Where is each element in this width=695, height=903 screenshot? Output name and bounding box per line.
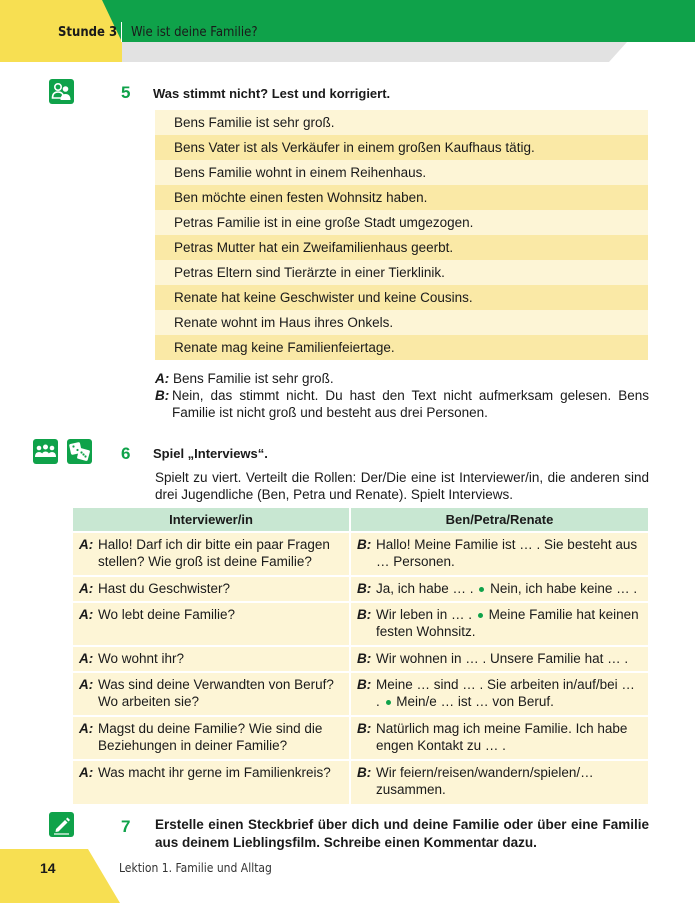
statement-6: Petras Mutter hat ein Zweifamilienhaus geerbt. (155, 235, 648, 260)
answer-option-2: Nein, ich habe keine … . (490, 581, 638, 596)
column-header-respondents: Ben/Petra/Renate (350, 508, 648, 532)
table-row (73, 760, 648, 804)
footer-lesson-title: Lektion 1. Familie und Alltag (119, 861, 272, 875)
bullet-dot (479, 587, 484, 592)
pencil-icon (49, 812, 74, 837)
bullet-dot (386, 700, 391, 705)
statement-3: Bens Familie wohnt in einem Reihenhaus. (155, 160, 648, 185)
answer-option-2: Meine Familie hat keinen festen Wohnsitz. (376, 607, 639, 639)
speaker-a-label: A: (79, 581, 94, 596)
lesson-title: Wie ist deine Familie? (131, 25, 258, 40)
exercise-6-number: 6 (121, 444, 131, 463)
exercise-6-title: Spiel „Interviews“. (153, 446, 268, 461)
question-text: Hallo! Darf ich dir bitte ein paar Fragen stellen? Wie groß ist deine Familie? (98, 537, 330, 569)
question-text: Magst du deine Familie? Wie sind die Beziehungen in deiner Familie? (98, 721, 323, 753)
example-a-text: Bens Familie ist sehr groß. (173, 371, 334, 386)
answer-text: Natürlich mag ich meine Familie. Ich habe engen Kontakt zu … . (376, 721, 628, 753)
bullet-dot (478, 613, 483, 618)
example-line-b (155, 387, 649, 421)
column-header-interviewer: Interviewer/in (73, 508, 350, 532)
exercise-7-number: 7 (121, 817, 131, 836)
answer-option-1: Wir leben in … . (376, 607, 473, 622)
example-dialogue (155, 370, 655, 421)
speaker-a-label: A: (79, 721, 94, 736)
table-row (73, 532, 648, 576)
table-row (73, 576, 648, 602)
table-header-row (73, 508, 648, 532)
exercise-5-number: 5 (121, 83, 131, 102)
speaker-b-label: B: (357, 677, 372, 692)
speaker-a-label: A: (79, 537, 94, 552)
statement-8: Renate hat keine Geschwister und keine Cousins. (155, 285, 648, 310)
page-number: 14 (40, 860, 56, 876)
dice-icon (67, 439, 92, 464)
footer-yellow-block (0, 849, 120, 903)
exercise-7-text: Erstelle einen Steckbrief über dich und deine Familie oder über eine Familie aus deinem Lieblingsfilm. Schreibe einen Kommentar dazu. (155, 817, 649, 850)
statement-4: Ben möchte einen festen Wohnsitz haben. (155, 185, 648, 210)
statement-2: Bens Vater ist als Verkäufer in einem großen Kaufhaus tätig. (155, 135, 648, 160)
speaker-b-label: B: (357, 537, 372, 552)
speaker-b-label: B: (357, 765, 372, 780)
header-grey-strip (122, 42, 627, 62)
header-separator (121, 22, 122, 42)
statement-7: Petras Eltern sind Tierärzte in einer Tierklinik. (155, 260, 648, 285)
speaker-b-label: B: (357, 581, 372, 596)
answer-text: Hallo! Meine Familie ist … . Sie besteht aus … Personen. (376, 537, 638, 569)
group-work-icon (33, 439, 58, 464)
statement-9: Renate wohnt im Haus ihres Onkels. (155, 310, 648, 335)
statement-1: Bens Familie ist sehr groß. (155, 110, 648, 135)
speaker-b-label: B: (357, 721, 372, 736)
speaker-a-label: A: (79, 765, 94, 780)
question-text: Was sind deine Verwandten von Beruf? Wo arbeiten sie? (98, 677, 334, 709)
pair-work-icon (49, 79, 74, 104)
question-text: Wo lebt deine Familie? (98, 607, 236, 622)
interview-table (73, 508, 648, 804)
question-text: Was macht ihr gerne im Familienkreis? (98, 765, 331, 780)
speaker-a-label: A: (79, 677, 94, 692)
answer-option-1: Ja, ich habe … . (376, 581, 474, 596)
table-row (73, 716, 648, 760)
speaker-b-label: B: (357, 651, 372, 666)
exercise-6-instructions: Spielt zu viert. Verteilt die Rollen: Der/Die eine ist Interviewer/in, die anderen sind drei Jugendliche (Ben, Petra und Renate). Spielt Interviews. (155, 470, 649, 502)
question-text: Hast du Geschwister? (98, 581, 231, 596)
speaker-b-label: B: (357, 607, 372, 622)
answer-text: Wir feiern/reisen/wandern/spielen/… zusammen. (376, 765, 594, 797)
speaker-a-label: A: (155, 371, 170, 386)
exercise-5-title: Was stimmt nicht? Lest und korrigiert. (153, 86, 391, 101)
answer-text: Wir wohnen in … . Unsere Familie hat … . (376, 651, 629, 666)
statement-10: Renate mag keine Familienfeiertage. (155, 335, 648, 360)
example-b-text: Nein, das stimmt nicht. Du hast den Text nicht aufmerksam gelesen. Bens Familie ist nicht groß und besteht aus drei Personen. (172, 388, 649, 420)
question-text: Wo wohnt ihr? (98, 651, 185, 666)
answer-option-2: Mein/e … ist … von Beruf. (396, 694, 554, 709)
lesson-label: Stunde 3 (58, 25, 118, 40)
speaker-a-label: A: (79, 651, 94, 666)
table-row (73, 646, 648, 672)
table-row (73, 602, 648, 646)
answer-option-1: Meine … sind … . Sie arbeiten in/auf/bei … . (376, 677, 635, 709)
speaker-b-label: B: (155, 388, 170, 403)
statement-5: Petras Familie ist in eine große Stadt umgezogen. (155, 210, 648, 235)
table-row (73, 672, 648, 716)
example-line-a (155, 370, 655, 387)
speaker-a-label: A: (79, 607, 94, 622)
